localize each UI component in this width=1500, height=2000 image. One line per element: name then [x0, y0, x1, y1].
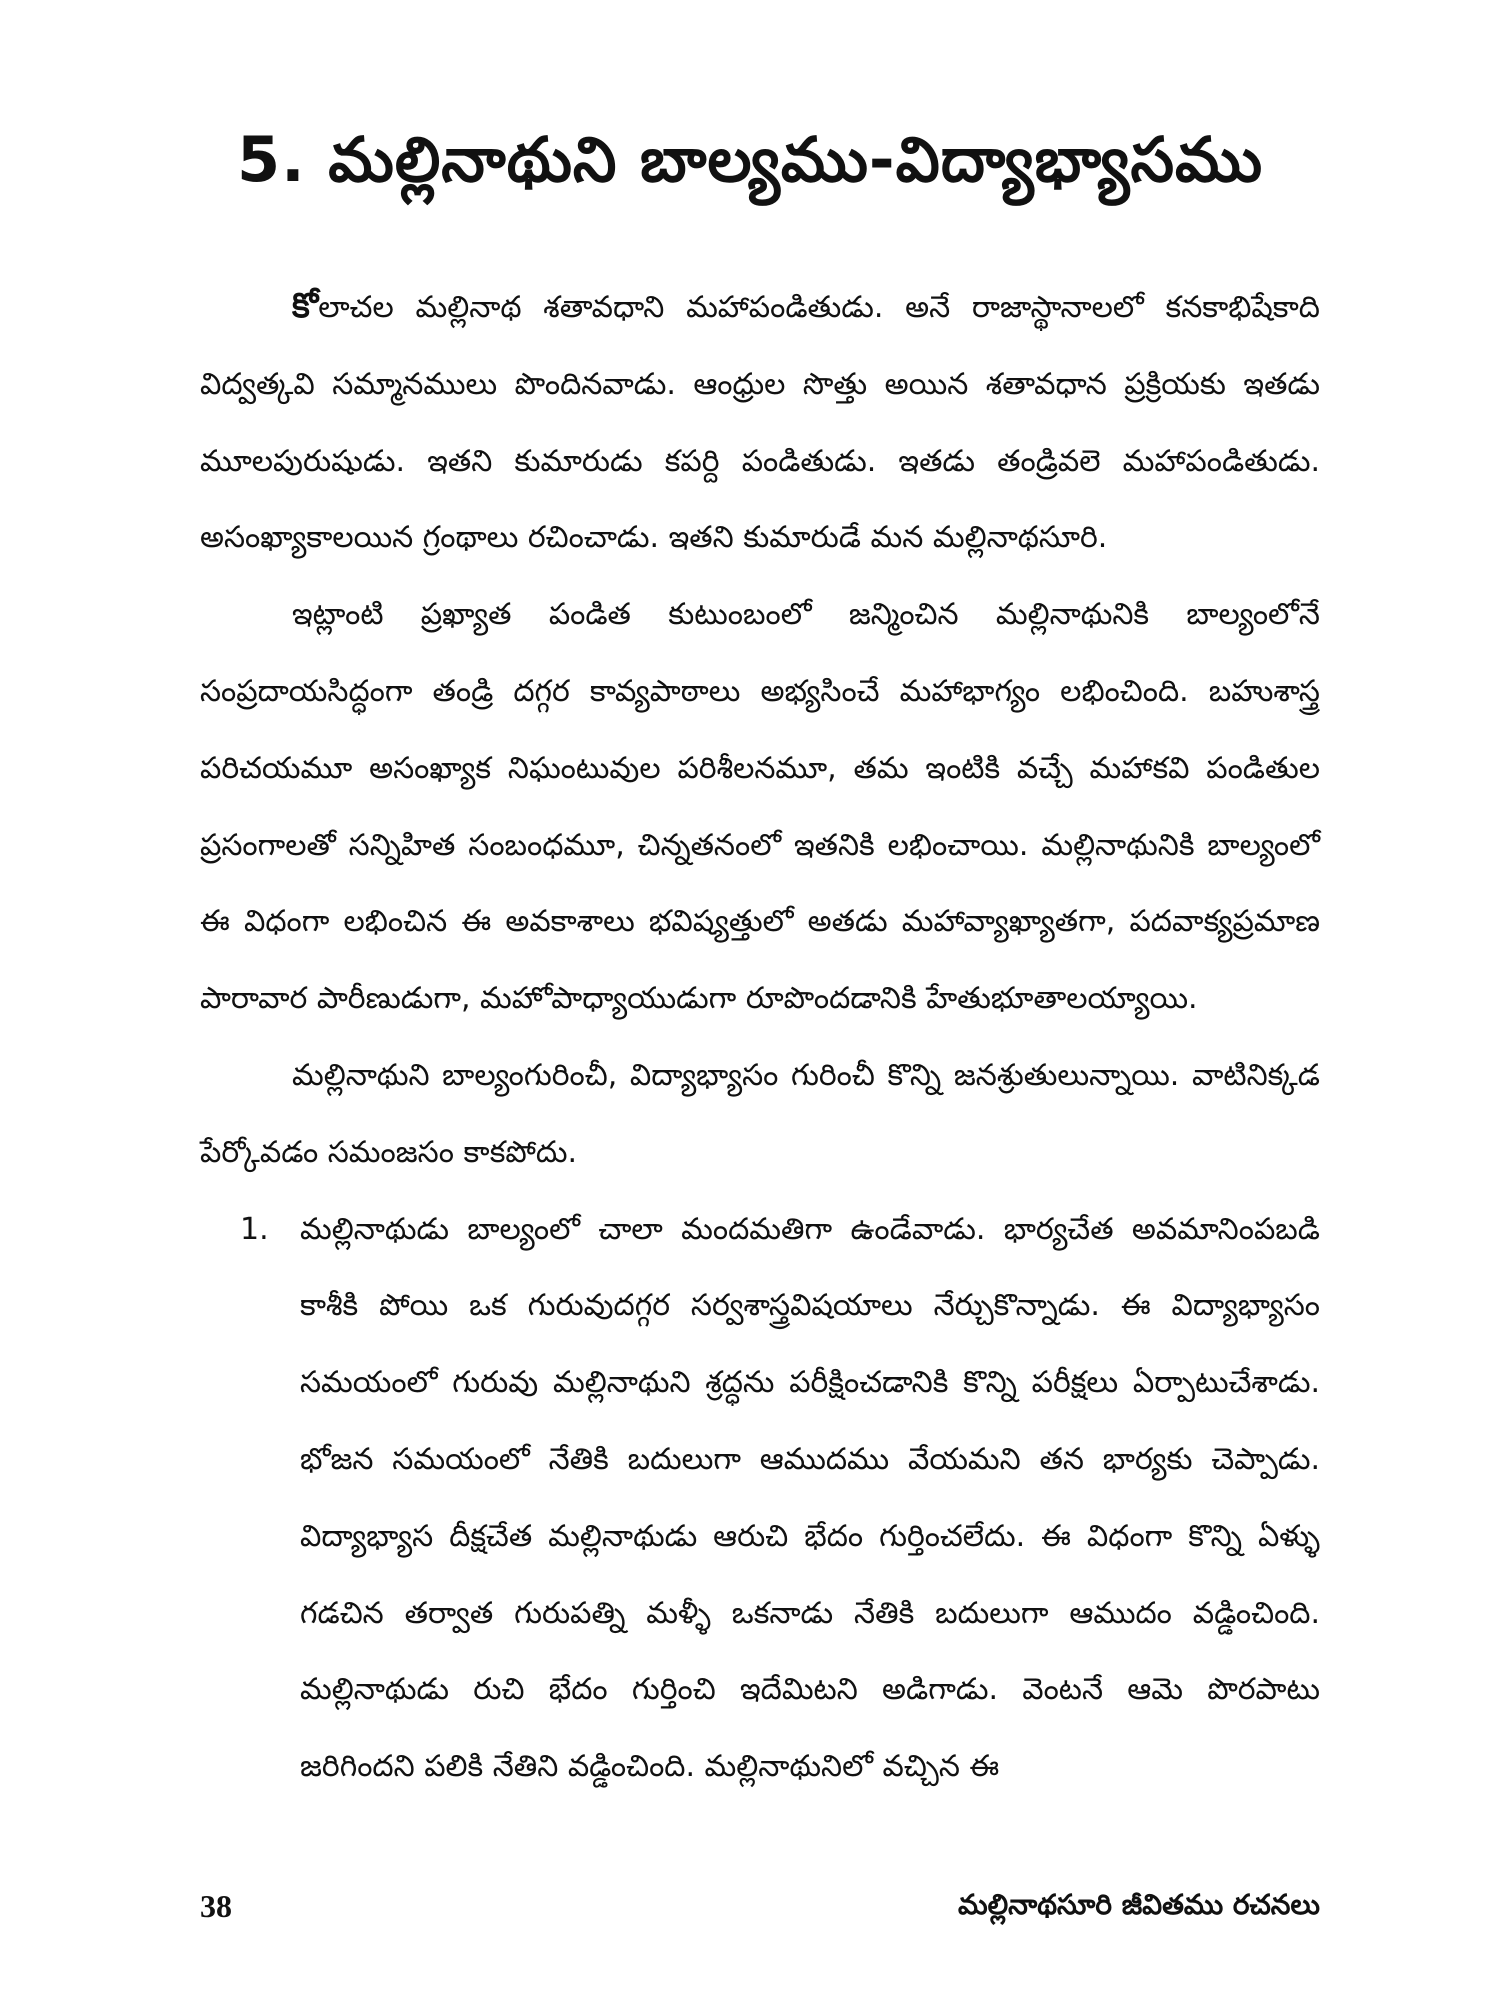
paragraph-1-text: లాచల మల్లినాథ శతావధాని మహాపండితుడు. అనే రాజాస్థానాలలో కనకాభిషేకాది విద్వత్కవి సమ్మానములు పొందినవాడు. ఆంధ్రుల సొత్తు అయిన శతావధాన ప్రక్రియకు ఇతడు మూలపురుషుడు. ఇతని కుమారుడు కపర్ది పండితుడు. ఇతడు తండ్రివలె మహాపండితుడు. అసంఖ్యాకాలయిన గ్రంథాలు రచించాడు. ఇతని కుమారుడే మన మల్లినాథసూరి. [200, 290, 1320, 556]
chapter-title: 5. మల్లినాథుని బాల్యము-విద్యాభ్యాసము [236, 122, 1264, 196]
list-item [200, 1192, 1320, 1806]
running-title: మల్లినాథసూరి జీవితము రచనలు [957, 1888, 1320, 1921]
drop-cap: కో [292, 286, 319, 326]
body-text [200, 268, 1320, 1806]
page-number: 38 [200, 1888, 232, 1924]
page-footer [200, 1888, 1320, 1928]
list-item-number: 1. [240, 1211, 269, 1247]
paragraph-2: ఇట్లాంటి ప్రఖ్యాత పండిత కుటుంబంలో జన్మించిన మల్లినాథునికి బాల్యంలోనే సంప్రదాయసిద్ధంగా తండ్రి దగ్గర కావ్యపాఠాలు అభ్యసించే మహాభాగ్యం లభించింది. బహుశాస్త్ర పరిచయమూ అసంఖ్యాక నిఘంటువుల పరిశీలనమూ, తమ ఇంటికి వచ్చే మహాకవి పండితుల ప్రసంగాలతో సన్నిహిత సంబంధమూ, చిన్నతనంలో ఇతనికి లభించాయి. మల్లినాథునికి బాల్యంలో ఈ విధంగా లభించిన ఈ అవకాశాలు భవిష్యత్తులో అతడు మహావ్యాఖ్యాతగా, పదవాక్యప్రమాణ పారావార పారీణుడుగా, మహోపాధ్యాయుడుగా రూపొందడానికి హేతుభూతాలయ్యాయి. [200, 597, 1320, 1017]
paragraph-1 [200, 268, 1320, 577]
list-item-text: మల్లినాథుడు బాల్యంలో చాలా మందమతిగా ఉండేవాడు. భార్యచేత అవమానింపబడి కాశీకి పోయి ఒక గురువుదగ్గర సర్వశాస్త్రవిషయాలు నేర్చుకొన్నాడు. ఈ విద్యాభ్యాసం సమయంలో గురువు మల్లినాథుని శ్రద్ధను పరీక్షించడానికి కొన్ని పరీక్షలు ఏర్పాటుచేశాడు. భోజన సమయంలో నేతికి బదులుగా ఆముదము వేయమని తన భార్యకు చెప్పాడు. విద్యాభ్యాస దీక్షచేత మల్లినాథుడు ఆరుచి భేదం గుర్తించలేదు. ఈ విధంగా కొన్ని ఏళ్ళు గడచిన తర్వాత గురుపత్ని మళ్ళీ ఒకనాడు నేతికి బదులుగా ఆముదం వడ్డించింది. మల్లినాథుడు రుచి భేదం గుర్తించి ఇదేమిటని అడిగాడు. వెంటనే ఆమె పొరపాటు జరిగిందని పలికి నేతిని వడ్డించింది. మల్లినాథునిలో వచ్చిన ఈ [300, 1211, 1320, 1785]
paragraph-3: మల్లినాథుని బాల్యంగురించీ, విద్యాభ్యాసం గురించీ కొన్ని జనశ్రుతులున్నాయి. వాటినిక్కడ పేర్కోవడం సమంజసం కాకపోదు. [200, 1057, 1320, 1170]
